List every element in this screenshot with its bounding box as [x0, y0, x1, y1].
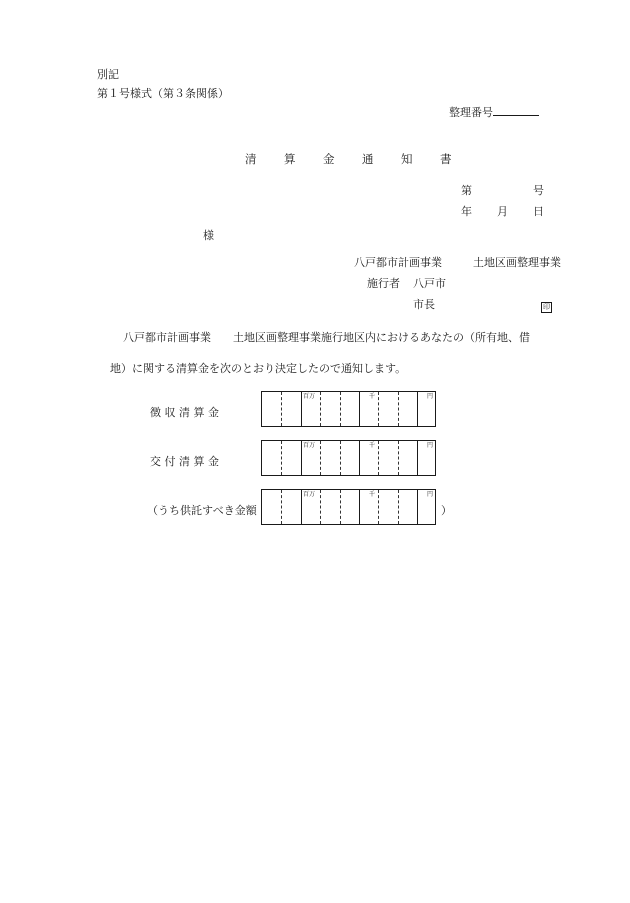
reference-number-label: 整理番号: [449, 106, 493, 119]
date-day: 日: [533, 205, 544, 218]
mayor-title: 市長: [413, 298, 435, 311]
unit-million-label: 百万: [303, 491, 316, 498]
amount-label-pay: 交 付 清 算 金: [150, 455, 219, 468]
unit-yen-label: 円: [427, 442, 434, 449]
body-line-1: 八戸都市計画事業 土地区画整理事業施行地区内におけるあなたの（所有地、借: [123, 331, 530, 344]
addressee-suffix: 様: [203, 229, 214, 242]
amount-box-pay: [261, 440, 436, 476]
unit-million-label: 百万: [303, 442, 316, 449]
body-line-2: 地）に関する清算金を次のとおり決定したので通知します。: [110, 362, 407, 375]
title-char: 書: [440, 152, 452, 166]
date-year: 年: [461, 205, 472, 218]
unit-yen-label: 円: [427, 491, 434, 498]
title-char: 金: [323, 152, 335, 166]
reference-number-field: [493, 105, 539, 116]
amount-label-collect: 徴 収 清 算 金: [150, 406, 219, 419]
title-char: 通: [362, 152, 374, 166]
title-char: 清: [245, 152, 257, 166]
reference-number: [449, 105, 539, 120]
executor-label: 施行者: [367, 277, 400, 290]
amount-box-collect: [261, 391, 436, 427]
doc-number-prefix: 第: [461, 184, 472, 197]
amount-label-deposit: （うち供託すべき金額: [147, 504, 257, 517]
executor-name: 八戸市: [413, 277, 446, 290]
unit-thousand-label: 千: [369, 442, 376, 449]
unit-thousand-label: 千: [369, 393, 376, 400]
seal-mark: [541, 299, 552, 313]
title-char: 知: [401, 152, 413, 166]
seal-icon: 印: [543, 303, 550, 311]
document-title: [245, 152, 452, 167]
date-month: 月: [497, 205, 508, 218]
unit-yen-label: 円: [427, 393, 434, 400]
amount-box-deposit: [261, 489, 436, 525]
unit-thousand-label: 千: [369, 491, 376, 498]
title-char: 算: [284, 152, 296, 166]
doc-number-suffix: 号: [533, 184, 544, 197]
form-number: 第１号様式（第３条関係）: [97, 87, 229, 100]
unit-million-label: 百万: [303, 393, 316, 400]
issuer-project: 八戸都市計画事業: [354, 256, 442, 269]
issuer-project-name: 土地区画整理事業: [473, 256, 561, 269]
deposit-close-paren: ）: [441, 504, 452, 517]
annex-label: 別記: [97, 68, 119, 81]
